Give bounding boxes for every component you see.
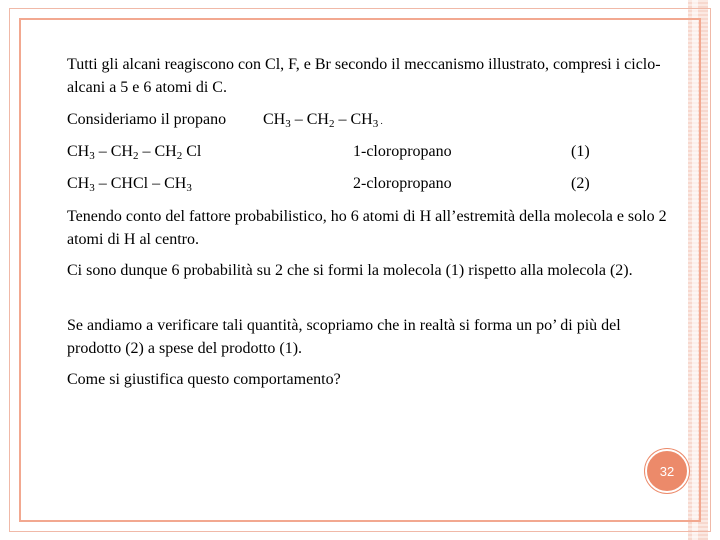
ratio-paragraph: Ci sono dunque 6 probabilità su 2 che si formi la molecola (1) rispetto alla molecola (2). <box>67 262 633 279</box>
propane-formula: $CH_3 - CH_2 - CH_3$ . <box>263 111 383 130</box>
intro-paragraph: Tutti gli alcani reagiscono con Cl, F, e Br secondo il meccanismo illustrato, compresi i ciclo-alcani a 5 e 6 atomi di C. <box>67 56 661 96</box>
product-1-number: (1) <box>571 143 590 160</box>
propane-label: Consideriamo il propano <box>67 111 227 128</box>
product-1-formula: $CH_3 - CH_2 - CH_2$ Cl <box>67 143 202 162</box>
product-2-formula: $CH_3$ – CHCl – $CH_3$ <box>67 175 192 194</box>
product-2-number: (2) <box>571 175 590 192</box>
product-2-name: 2-cloropropano <box>353 175 452 192</box>
page-number-badge: 32 <box>645 449 689 493</box>
question-paragraph: Come si giustifica questo comportamento? <box>67 371 341 388</box>
product-1-name: 1-cloropropano <box>353 143 452 160</box>
probability-paragraph: Tenendo conto del fattore probabilistico, ho 6 atomi di H all’estremità della molecola e solo 2 atomi di H al centro. <box>67 208 667 248</box>
verification-paragraph: Se andiamo a verificare tali quantità, scopriamo che in realtà si forma un po’ di più del prodotto (2) a spese del prodotto (1). <box>67 317 621 357</box>
